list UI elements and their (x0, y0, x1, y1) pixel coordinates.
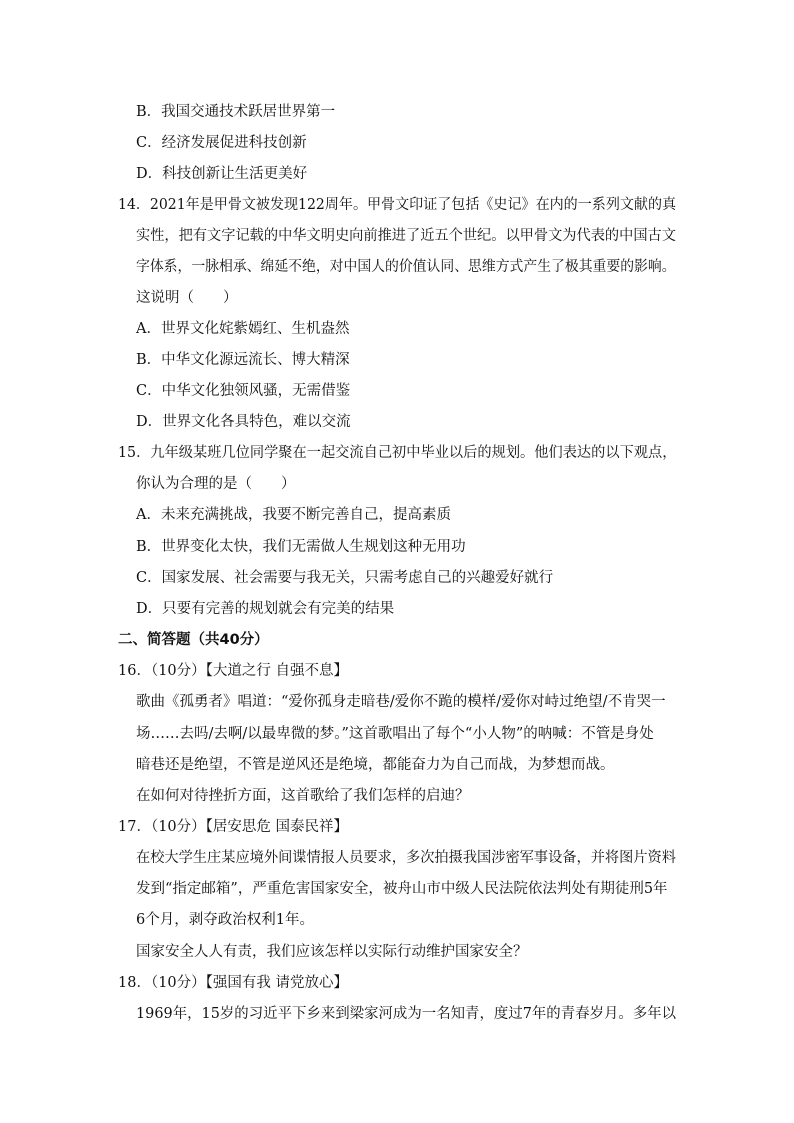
q17-material-line-2: 发到“指定邮箱”，严重危害国家安全，被舟山市中级人民法院依法判处有期徒刑5年 (136, 881, 668, 897)
q16-material-line-2: 场……去吗/去啊/以最卑微的梦。”这首歌唱出了每个“小人物”的呐喊：不管是身处 (136, 726, 654, 742)
q14-stem-line-2: 实性，把有文字记载的中华文明史向前推进了近五个世纪。以甲骨文为代表的中国古文 (136, 228, 676, 244)
q16-question: 在如何对待挫折方面，这首歌给了我们怎样的启迪？ (136, 788, 470, 804)
q14-option-a: A．世界文化姹紫嫣红、生机盎然 (136, 321, 350, 337)
q18-title: 18．（10分）【强国有我 请党放心】 (118, 975, 349, 991)
q14-option-d: D．世界文化各具特色，难以交流 (136, 414, 351, 430)
q14-stem-line-3: 字体系，一脉相承、绵延不绝，对中国人的价值认同、思维方式产生了极其重要的影响。 (136, 259, 676, 275)
q18-material-line-1: 1969年，15岁的习近平下乡来到梁家河成为一名知青，度过7年的青春岁月。多年以 (136, 1006, 677, 1022)
q17-material-line-1: 在校大学生庄某应境外间谍情报人员要求，多次拍摄我国涉密军事设备，并将图片资料 (136, 850, 676, 866)
q14-stem-line-4: 这说明（ ） (136, 290, 238, 306)
q14-option-b: B．中华文化源远流长、博大精深 (136, 352, 350, 368)
q13-option-d: D．科技创新让生活更美好 (136, 166, 308, 182)
q16-material-line-3: 暗巷还是绝望，不管是逆风还是绝境，都能奋力为自己而战，为梦想而战。 (136, 757, 615, 773)
q14-stem-line-1: 14．2021年是甲骨文被发现122周年。甲骨文印证了包括《史记》在内的一系列文献的真 (118, 197, 677, 213)
q15-option-d: D．只要有完善的规划就会有完美的结果 (136, 601, 395, 617)
q17-question: 国家安全人人有责，我们应该怎样以实际行动维护国家安全？ (136, 944, 528, 960)
q15-stem-line-1: 15．九年级某班几位同学聚在一起交流自己初中毕业以后的规划。他们表达的以下观点， (118, 445, 677, 461)
q13-option-b: B．我国交通技术跃居世界第一 (136, 104, 336, 120)
q15-option-c: C．国家发展、社会需要与我无关，只需考虑自己的兴趣爱好就行 (136, 570, 554, 586)
q17-material-line-3: 6个月，剥夺政治权利1年。 (136, 912, 314, 928)
q16-material-line-1: 歌曲《孤勇者》唱道：“爱你孤身走暗巷/爱你不跪的模样/爱你对峙过绝望/不肯哭一 (136, 694, 666, 710)
q15-option-a: A．未来充满挑战，我要不断完善自己，提高素质 (136, 507, 451, 523)
section-heading: 二、简答题（共40分） (118, 632, 269, 648)
q13-option-c: C．经济发展促进科技创新 (136, 135, 307, 151)
q17-title: 17．（10分）【居安思危 国泰民祥】 (118, 819, 349, 835)
q14-option-c: C．中华文化独领风骚，无需借鉴 (136, 383, 351, 399)
q16-title: 16．（10分）【大道之行 自强不息】 (118, 663, 349, 679)
q15-option-b: B．世界变化太快，我们无需做人生规划这种无用功 (136, 539, 466, 555)
q15-stem-line-2: 你认为合理的是（ ） (136, 476, 296, 492)
